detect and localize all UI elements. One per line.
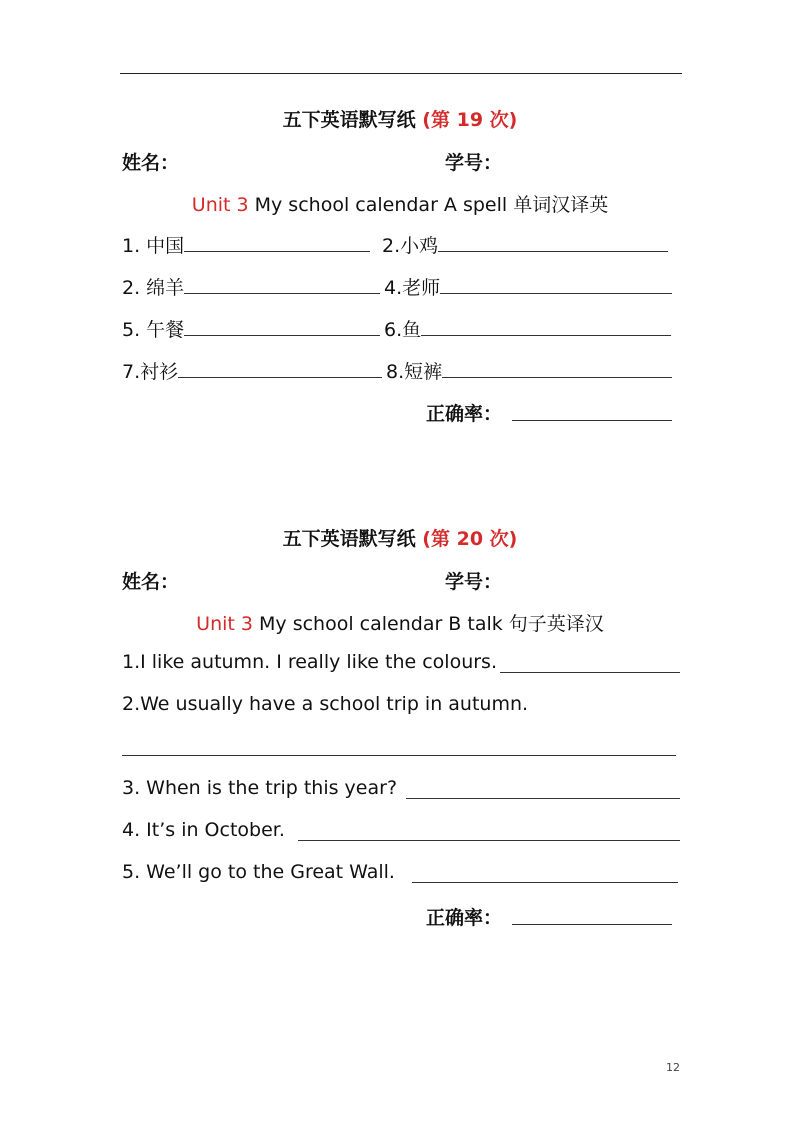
sentence-text: 1.I like autumn. I really like the colours. — [122, 651, 497, 673]
sheet20-unit-number: Unit 3 — [196, 613, 253, 635]
item-label: 4.老师 — [384, 277, 441, 299]
sheet20-sentence-1 — [122, 651, 497, 673]
sheet19-item-2 — [382, 231, 668, 258]
answer-blank[interactable] — [178, 359, 382, 378]
sheet20-accuracy-label: 正确率： — [426, 907, 503, 929]
item-label: 2. 绵羊 — [122, 277, 185, 299]
item-label: 5. 午餐 — [122, 319, 185, 341]
item-label: 1. 中国 — [122, 235, 185, 257]
sheet19-unit-number: Unit 3 — [191, 194, 249, 216]
answer-blank[interactable] — [442, 359, 672, 378]
answer-blank[interactable] — [184, 275, 380, 294]
sentence-3-blank[interactable] — [406, 798, 680, 799]
sheet19-item-3 — [122, 273, 380, 300]
sheet20-title — [0, 524, 800, 551]
sentence-text: 4. It’s in October. — [122, 819, 285, 841]
sentence-1-blank[interactable] — [500, 672, 680, 673]
answer-blank[interactable] — [421, 317, 671, 336]
answer-blank[interactable] — [184, 233, 370, 252]
sheet20-sentence-4 — [122, 819, 285, 841]
sheet19-title-count: (第 19 次) — [422, 109, 518, 131]
sheet19-item-1 — [122, 231, 370, 258]
sheet20-id-label: 学号： — [445, 571, 503, 593]
sheet19-item-5 — [122, 315, 380, 342]
sheet20-title-count: (第 20 次) — [422, 528, 518, 550]
sheet19-item-8 — [386, 357, 672, 384]
item-label: 7.衬衫 — [122, 361, 179, 383]
sheet19-unit-heading — [0, 190, 800, 217]
sheet19-accuracy-blank[interactable] — [512, 420, 672, 421]
sentence-5-blank[interactable] — [412, 882, 678, 883]
sheet20-unit-text: My school calendar B talk 句子英译汉 — [252, 613, 604, 635]
answer-blank[interactable] — [184, 317, 380, 336]
sheet19-item-4 — [384, 273, 672, 300]
sheet20-sentence-3 — [122, 777, 397, 799]
item-label: 6.鱼 — [384, 319, 422, 341]
header-rule — [120, 73, 682, 74]
sentence-text: 3. When is the trip this year? — [122, 777, 398, 799]
sheet19-title-text: 五下英语默写纸 — [282, 109, 416, 131]
sheet20-accuracy-blank[interactable] — [512, 924, 672, 925]
sentence-text: 2.We usually have a school trip in autumn. — [122, 693, 529, 715]
sentence-text: 5. We’ll go to the Great Wall. — [122, 861, 395, 883]
page-number: 12 — [666, 1061, 680, 1074]
sheet20-sentence-5 — [122, 861, 395, 883]
sheet19-title — [0, 105, 800, 132]
sheet20-sentence-2 — [122, 693, 528, 715]
sheet19-unit-text: My school calendar A spell 单词汉译英 — [248, 194, 609, 216]
sheet19-item-7 — [122, 357, 382, 384]
sheet20-title-text: 五下英语默写纸 — [282, 528, 416, 550]
item-label: 2.小鸡 — [382, 235, 439, 257]
answer-blank[interactable] — [438, 233, 668, 252]
answer-blank[interactable] — [440, 275, 672, 294]
sentence-4-blank[interactable] — [298, 840, 680, 841]
sheet19-item-6 — [384, 315, 671, 342]
sheet20-unit-heading — [0, 609, 800, 636]
sheet19-accuracy-label: 正确率： — [426, 403, 503, 425]
sheet19-id-label: 学号： — [445, 152, 503, 174]
sheet19-name-label: 姓名： — [122, 152, 180, 174]
sentence-2-blank[interactable] — [122, 755, 676, 756]
item-label: 8.短裤 — [386, 361, 443, 383]
sheet20-name-label: 姓名： — [122, 571, 180, 593]
